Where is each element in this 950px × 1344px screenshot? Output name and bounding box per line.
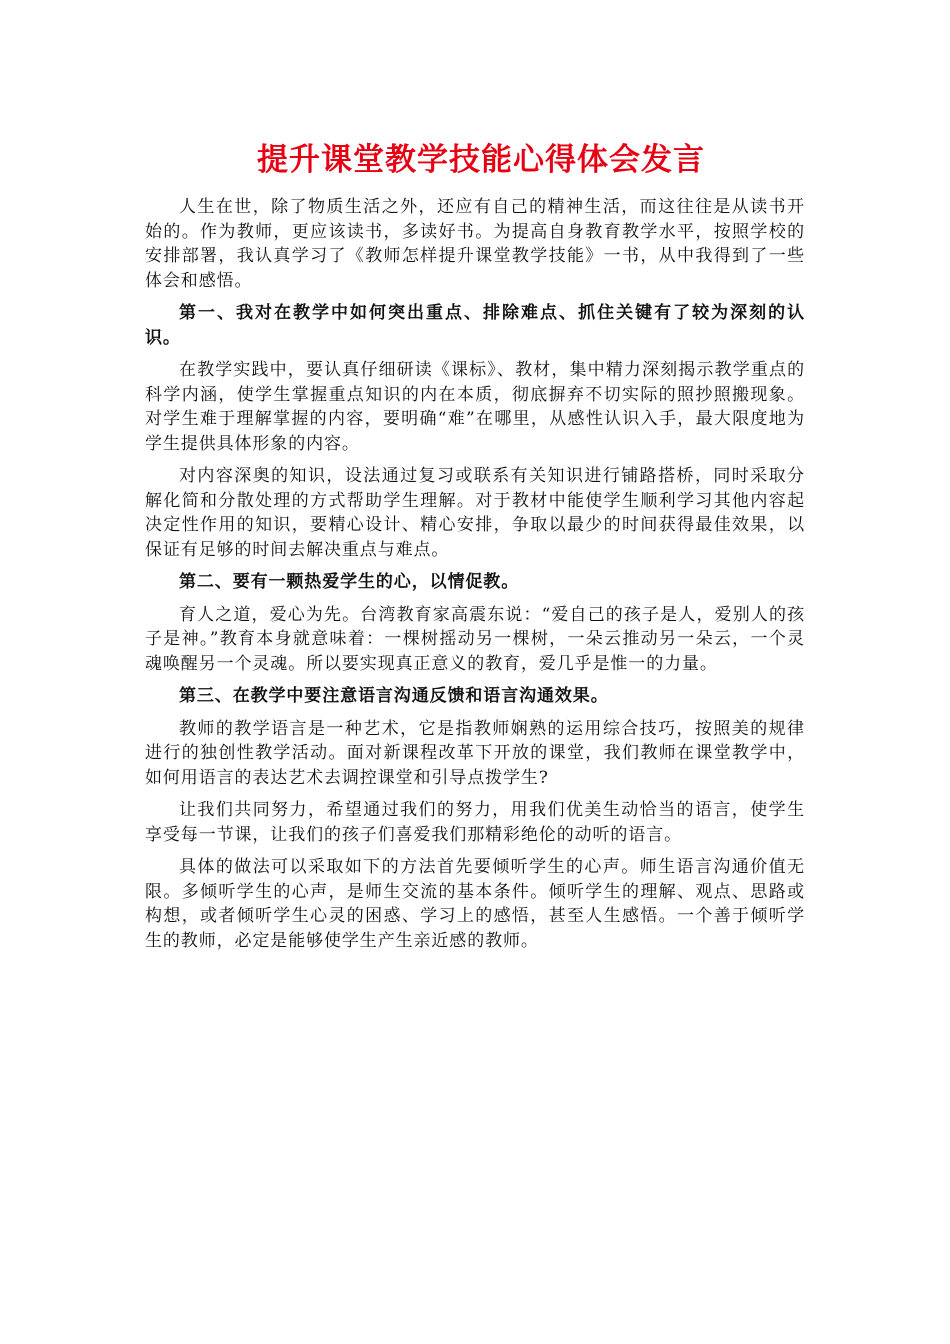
paragraph-3-3: 具体的做法可以采取如下的方法首先要倾听学生的心声。师生语言沟通价值无限。多倾听学生的心声，是师生交流的基本条件。倾听学生的理解、观点、思路或构想，或者倾听学生心灵的困惑、学习上的感悟，甚至人生感悟。一个善于倾听学生的教师，必定是能够使学生产生亲近感的教师。 — [145, 857, 805, 951]
paragraph-intro: 人生在世，除了物质生活之外，还应有自己的精神生活，而这往往是从读书开始的。作为教师，更应该读书，多读好书。为提高自身教育教学水平，按照学校的安排部署，我认真学习了《教师怎样提升课堂教学技能》一书，从中我得到了一些体会和感悟。 — [145, 197, 805, 291]
paragraph-2-1: 育人之道，爱心为先。台湾教育家高震东说：“爱自己的孩子是人，爱别人的孩子是神。”教育本身就意味着：一棵树摇动另一棵树，一朵云推动另一朵云，一个灵魂唤醒另一个灵魂。所以要实现真正意义的教育，爱几乎是惟一的力量。 — [145, 604, 805, 674]
section-heading-2: 第二、要有一颗热爱学生的心，以情促教。 — [179, 572, 520, 592]
paragraph-1-1: 在教学实践中，要认真仔细研读《课标》、教材，集中精力深刻揭示教学重点的科学内涵，使学生掌握重点知识的内在本质，彻底摒弃不切实际的照抄照搬现象。对学生难于理解掌握的内容，要明确“难”在哪里，从感性认识入手，最大限度地为学生提供具体形象的内容。 — [145, 360, 805, 454]
document-body — [145, 135, 805, 961]
document-title: 提升课堂教学技能心得体会发言 — [257, 142, 705, 178]
section-heading-1: 第一、我对在教学中如何突出重点、排除难点、抓住关键有了较为深刻的认识。 — [145, 303, 805, 348]
paragraph-3-1: 教师的教学语言是一种艺术，它是指教师娴熟的运用综合技巧，按照美的规律进行的独创性教学活动。面对新课程改革下开放的课堂，我们教师在课堂教学中，如何用语言的表达艺术去调控课堂和引导点拨学生? — [145, 718, 805, 788]
paragraph-3-2: 让我们共同努力，希望通过我们的努力，用我们优美生动恰当的语言，使学生享受每一节课，让我们的孩子们喜爱我们那精彩绝伦的动听的语言。 — [145, 800, 805, 845]
paragraph-1-2: 对内容深奥的知识，设法通过复习或联系有关知识进行铺路搭桥，同时采取分解化简和分散处理的方式帮助学生理解。对于教材中能使学生顺利学习其他内容起决定性作用的知识，要精心设计、精心安排，争取以最少的时间获得最佳效果，以保证有足够的时间去解决重点与难点。 — [145, 466, 805, 560]
section-heading-3: 第三、在教学中要注意语言沟通反馈和语言沟通效果。 — [179, 686, 609, 706]
